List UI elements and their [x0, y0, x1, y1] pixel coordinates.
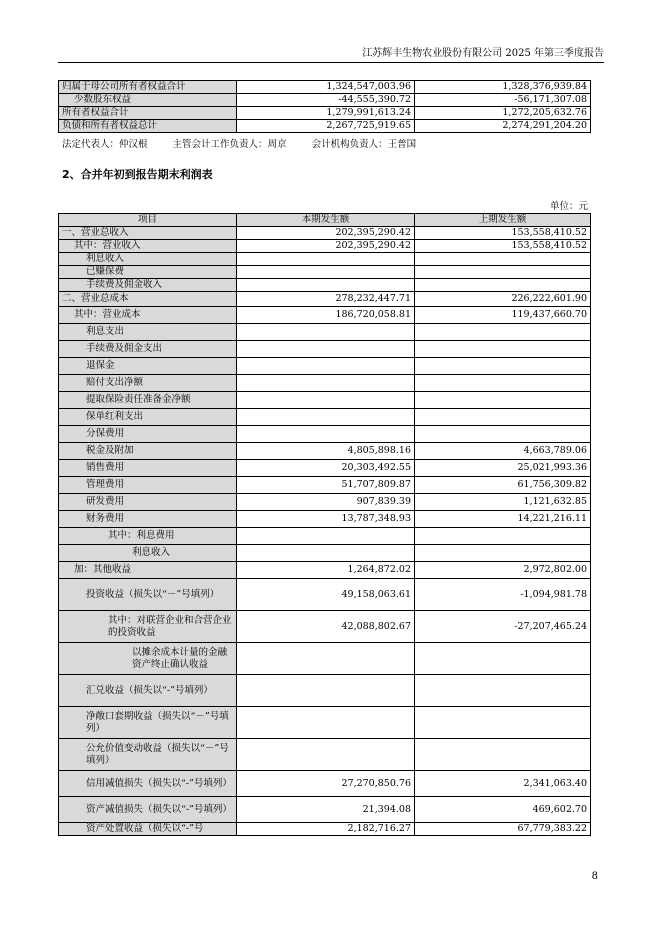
current-period-value [237, 358, 415, 375]
table-row [59, 675, 591, 707]
previous-period-value: 67,779,383.22 [415, 823, 591, 836]
previous-period-value [415, 426, 591, 443]
table-row [59, 292, 591, 307]
previous-period-value: -1,094,981.78 [415, 579, 591, 611]
previous-period-value: -56,171,307.08 [415, 94, 591, 107]
row-label: 以摊余成本计量的金融资产终止确认收益 [59, 643, 237, 675]
current-period-value [237, 707, 415, 739]
previous-period-value [415, 545, 591, 562]
previous-period-value: 1,121,632.85 [415, 494, 591, 511]
current-period-value: 27,270,850.76 [237, 771, 415, 797]
current-period-value: 202,395,290.42 [237, 227, 415, 240]
current-period-value [237, 643, 415, 675]
table-row [59, 443, 591, 460]
table-row [59, 511, 591, 528]
previous-period-value [415, 324, 591, 341]
table-row [59, 253, 591, 266]
table-row [59, 307, 591, 324]
current-period-value [237, 266, 415, 279]
row-label: 一、营业总收入 [59, 227, 237, 240]
current-period-value [237, 675, 415, 707]
current-period-value [237, 409, 415, 426]
current-period-value [237, 426, 415, 443]
previous-period-value: 469,602.70 [415, 797, 591, 823]
signature-line [62, 136, 438, 150]
current-period-value: 51,707,809.87 [237, 477, 415, 494]
previous-period-value [415, 739, 591, 771]
table-row [59, 528, 591, 545]
accounting-supervisor: 主管会计工作负责人：周京 [172, 139, 287, 150]
current-period-value: 202,395,290.42 [237, 240, 415, 253]
current-period-value: 42,088,802.67 [237, 611, 415, 643]
previous-period-value [415, 375, 591, 392]
row-label: 管理费用 [59, 477, 237, 494]
previous-period-value: 4,663,789.06 [415, 443, 591, 460]
table-row [59, 771, 591, 797]
row-label: 已赚保费 [59, 266, 237, 279]
table-row [59, 341, 591, 358]
table-row [59, 477, 591, 494]
row-label: 手续费及佣金支出 [59, 341, 237, 358]
current-period-value [237, 739, 415, 771]
accounting-head: 会计机构负责人：王普国 [311, 139, 417, 150]
previous-period-value [415, 528, 591, 545]
row-label: 二、营业总成本 [59, 292, 237, 307]
row-label: 研发费用 [59, 494, 237, 511]
previous-period-value: 153,558,410.52 [415, 227, 591, 240]
row-label: 所有者权益合计 [59, 107, 237, 120]
table-row [59, 797, 591, 823]
row-label: 资产减值损失（损失以“-”号填列） [59, 797, 237, 823]
current-period-value: 907,839.39 [237, 494, 415, 511]
section-title: 2、合并年初到报告期末利润表 [62, 168, 213, 181]
table-row [59, 81, 591, 94]
row-label: 归属于母公司所有者权益合计 [59, 81, 237, 94]
page-number: 8 [591, 871, 598, 882]
table-row [59, 375, 591, 392]
table-row [59, 409, 591, 426]
current-period-value [237, 341, 415, 358]
previous-period-value [415, 266, 591, 279]
header-previous: 上期发生额 [415, 214, 591, 227]
previous-period-value: 226,222,601.90 [415, 292, 591, 307]
row-label: 其中：利息费用 [59, 528, 237, 545]
row-label: 公允价值变动收益（损失以“－”号填列） [59, 739, 237, 771]
current-period-value: 1,324,547,003.96 [237, 81, 415, 94]
table-row [59, 494, 591, 511]
table-row [59, 120, 591, 133]
table-row [59, 545, 591, 562]
row-label: 财务费用 [59, 511, 237, 528]
previous-period-value: 1,328,376,939.84 [415, 81, 591, 94]
table-row [59, 358, 591, 375]
row-label: 资产处置收益（损失以“-”号 [59, 823, 237, 836]
table-row [59, 324, 591, 341]
previous-period-value [415, 358, 591, 375]
current-period-value: 49,158,063.61 [237, 579, 415, 611]
previous-period-value: 2,341,063.40 [415, 771, 591, 797]
row-label: 汇兑收益（损失以“-”号填列） [59, 675, 237, 707]
table-row [59, 107, 591, 120]
row-label: 利息支出 [59, 324, 237, 341]
table-row [59, 643, 591, 675]
previous-period-value [415, 643, 591, 675]
row-label: 其中：对联营企业和合营企业的投资收益 [59, 611, 237, 643]
row-label: 利息收入 [59, 545, 237, 562]
balance-sheet-tail-table [58, 80, 591, 133]
previous-period-value: 25,021,993.36 [415, 460, 591, 477]
row-label: 退保金 [59, 358, 237, 375]
previous-period-value: 14,221,216.11 [415, 511, 591, 528]
table-row [59, 426, 591, 443]
current-period-value: 4,805,898.16 [237, 443, 415, 460]
table-header-row [59, 214, 591, 227]
current-period-value: -44,555,390.72 [237, 94, 415, 107]
current-period-value [237, 279, 415, 292]
previous-period-value: 61,756,309.82 [415, 477, 591, 494]
table-row [59, 460, 591, 477]
previous-period-value: -27,207,465.24 [415, 611, 591, 643]
row-label: 其中：营业成本 [59, 307, 237, 324]
header-divider [58, 62, 604, 63]
current-period-value: 2,182,716.27 [237, 823, 415, 836]
table-row [59, 266, 591, 279]
unit-label: 单位：元 [549, 201, 588, 212]
current-period-value: 21,394.08 [237, 797, 415, 823]
table-row [59, 94, 591, 107]
row-label: 销售费用 [59, 460, 237, 477]
current-period-value [237, 375, 415, 392]
current-period-value [237, 324, 415, 341]
previous-period-value [415, 675, 591, 707]
row-label: 信用减值损失（损失以“-”号填列） [59, 771, 237, 797]
current-period-value: 278,232,447.71 [237, 292, 415, 307]
current-period-value [237, 528, 415, 545]
table-row [59, 227, 591, 240]
previous-period-value [415, 279, 591, 292]
row-label: 赔付支出净额 [59, 375, 237, 392]
current-period-value [237, 392, 415, 409]
table-row [59, 562, 591, 579]
previous-period-value [415, 253, 591, 266]
report-header-title: 江苏辉丰生物农业股份有限公司 2025 年第三季度报告 [362, 48, 604, 59]
row-label: 提取保险责任准备金净额 [59, 392, 237, 409]
current-period-value: 2,267,725,919.65 [237, 120, 415, 133]
row-label: 分保费用 [59, 426, 237, 443]
row-label: 少数股东权益 [59, 94, 237, 107]
previous-period-value [415, 707, 591, 739]
table-row [59, 240, 591, 253]
table-row [59, 823, 591, 836]
current-period-value: 13,787,348.93 [237, 511, 415, 528]
current-period-value: 20,303,492.55 [237, 460, 415, 477]
table-row [59, 739, 591, 771]
row-label: 负债和所有者权益总计 [59, 120, 237, 133]
table-row [59, 611, 591, 643]
table-row [59, 392, 591, 409]
row-label: 加：其他收益 [59, 562, 237, 579]
previous-period-value [415, 392, 591, 409]
previous-period-value: 1,272,205,632.76 [415, 107, 591, 120]
previous-period-value: 153,558,410.52 [415, 240, 591, 253]
table-row [59, 707, 591, 739]
current-period-value [237, 253, 415, 266]
row-label: 保单红利支出 [59, 409, 237, 426]
table-row [59, 279, 591, 292]
header-current: 本期发生额 [237, 214, 415, 227]
row-label: 手续费及佣金收入 [59, 279, 237, 292]
income-statement-table [58, 213, 591, 836]
legal-representative: 法定代表人：仲汉根 [62, 139, 148, 150]
row-label: 投资收益（损失以“－”号填列） [59, 579, 237, 611]
previous-period-value [415, 409, 591, 426]
row-label: 其中：营业收入 [59, 240, 237, 253]
row-label: 净敞口套期收益（损失以“－”号填列） [59, 707, 237, 739]
row-label: 税金及附加 [59, 443, 237, 460]
previous-period-value: 2,972,802.00 [415, 562, 591, 579]
previous-period-value: 119,437,660.70 [415, 307, 591, 324]
table-row [59, 579, 591, 611]
current-period-value [237, 545, 415, 562]
header-item: 项目 [59, 214, 237, 227]
previous-period-value [415, 341, 591, 358]
current-period-value: 1,264,872.02 [237, 562, 415, 579]
previous-period-value: 2,274,291,204.20 [415, 120, 591, 133]
row-label: 利息收入 [59, 253, 237, 266]
current-period-value: 186,720,058.81 [237, 307, 415, 324]
current-period-value: 1,279,991,613.24 [237, 107, 415, 120]
